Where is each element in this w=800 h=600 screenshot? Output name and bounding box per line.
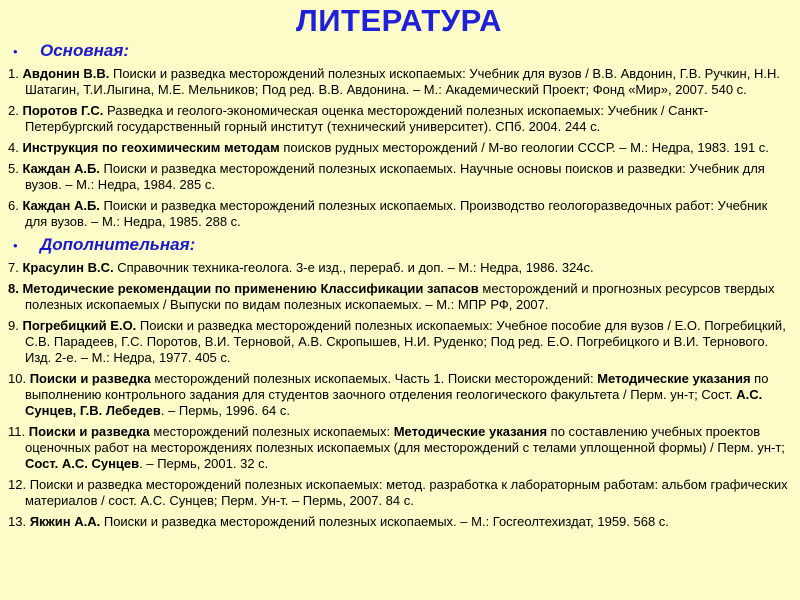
- reference-item: 10. Поиски и разведка месторождений полезных ископаемых. Часть 1. Поиски месторождений: Методические указания по выполнению контрольного задания для студентов заочного отделения геологического факультета / Перм. ун-т; Сост. А.С. Сунцев, Г.В. Лебедев. – Пермь, 1996. 64 с.: [8, 371, 769, 418]
- reference-item: 11. Поиски и разведка месторождений полезных ископаемых: Методические указания по составлению учебных проектов оценочных работ на месторождениях полезных ископаемых (для месторождений с телами уплощенной формы) / Перм. ун-т; Сост. А.С. Сунцев. – Пермь, 2001. 32 с.: [8, 424, 785, 471]
- reference-item: 7. Красулин В.С. Справочник техника-геолога. 3-е изд., перераб. и доп. – М.: Недра, 1986. 324с.: [8, 260, 594, 275]
- page-title: ЛИТЕРАТУРА: [295, 3, 502, 38]
- section-main-label: Основная:: [40, 41, 129, 60]
- reference-item: 5. Каждан А.Б. Поиски и разведка месторождений полезных ископаемых. Научные основы поисков и разведки: Учебник для вузов. – М.: Недра, 1984. 285 с.: [8, 161, 765, 192]
- reference-item: 12. Поиски и разведка месторождений полезных ископаемых: метод. разработка к лабораторным работам: альбом графических материалов / сост. А.С. Сунцев; Перм. Ун-т. – Пермь, 2007. 84 с.: [8, 477, 788, 508]
- reference-item: 6. Каждан А.Б. Поиски и разведка месторождений полезных ископаемых. Производство геологоразведочных работ: Учебник для вузов. – М.: Недра, 1985. 288 с.: [8, 198, 768, 229]
- section-additional: [8, 235, 790, 256]
- reference-item: 1. Авдонин В.В. Поиски и разведка месторождений полезных ископаемых: Учебник для вузов / В.В. Авдонин, Г.В. Ручкин, Н.Н. Шатагин, Т.И.Лыгина, М.Е. Мельников; Под ред. В.В. Авдонина. – М.: Академический Проект; Фонд «Мир», 2007. 540 с.: [8, 66, 780, 97]
- reference-item: 8. Методические рекомендации по применению Классификации запасов месторождений и прогнозных ресурсов твердых полезных ископаемых / Выпуски по видам полезных ископаемых. – М.: МПР РФ, 2007.: [8, 281, 775, 312]
- reference-item: 9. Погребицкий Е.О. Поиски и разведка месторождений полезных ископаемых: Учебное пособие для вузов / Е.О. Погребицкий, С.В. Парадеев, Г.С. Поротов, В.И. Терновой, А.В. Скропышев, Н.И. Руденко; Под ред. Е.О. Погребицкого и В.И. Терновогo. Изд. 2-е. – М.: Недра, 1977. 405 с.: [8, 318, 786, 365]
- section-main: [8, 41, 790, 62]
- reference-item: 13. Якжин А.А. Поиски и разведка месторождений полезных ископаемых. – М.: Госгеолтехиздат, 1959. 568 с.: [8, 514, 669, 529]
- section-additional-label: Дополнительная:: [40, 235, 196, 254]
- bullet-icon: •: [13, 44, 18, 59]
- reference-item: 4. Инструкция по геохимическим методам поисков рудных месторождений / М-во геологии СССР. – М.: Недра, 1983. 191 с.: [8, 140, 769, 155]
- reference-item: 2. Поротов Г.С. Разведка и геолого-экономическая оценка месторождений полезных ископаемых: Учебник / Санкт-Петербургский государственный горный институт (технический университет). СПб. 2004. 244 с.: [8, 103, 709, 134]
- bullet-icon: •: [13, 238, 18, 253]
